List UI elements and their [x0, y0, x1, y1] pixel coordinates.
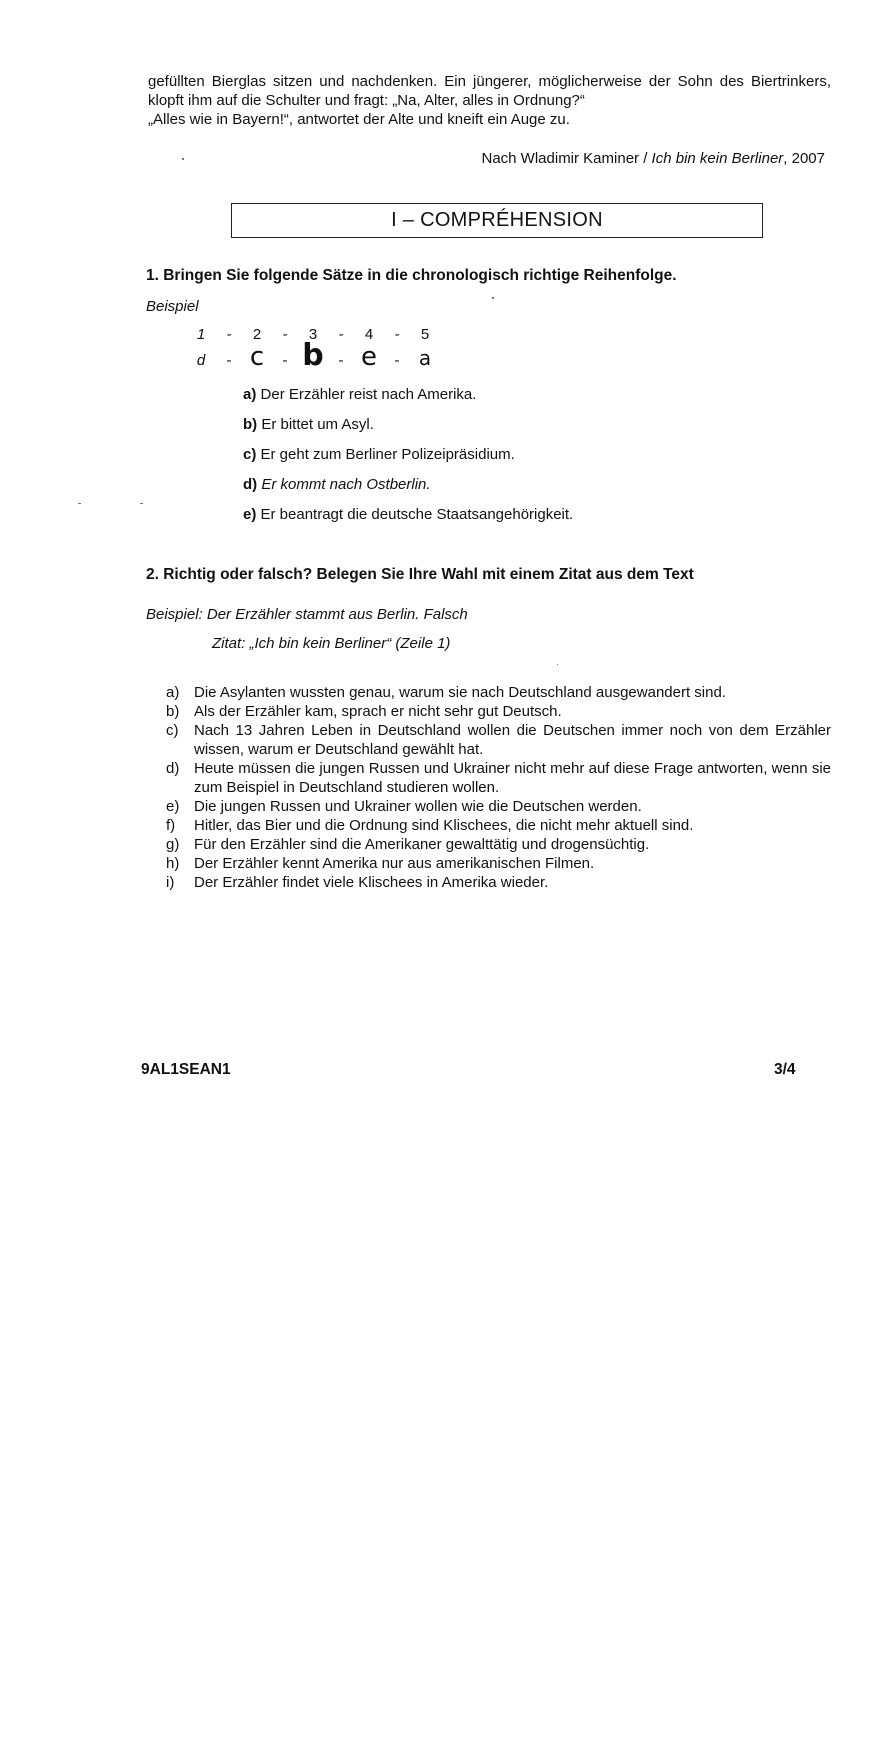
option-item	[243, 385, 573, 415]
scan-speck	[492, 297, 494, 299]
option-text: Er bittet um Asyl.	[261, 416, 374, 433]
option-text: Er kommt nach Ostberlin.	[261, 476, 431, 493]
option-label: e)	[243, 506, 257, 523]
option-item	[243, 415, 573, 445]
question-2-title: 2. Richtig oder falsch? Belegen Sie Ihre Wahl mit einem Zitat aus dem Text	[146, 566, 694, 583]
statement-item	[166, 797, 831, 816]
question-2-zitat: Zitat: „Ich bin kein Berliner“ (Zeile 1)	[212, 635, 451, 652]
option-label: d)	[243, 476, 258, 493]
option-item	[243, 445, 573, 475]
sentence-options	[243, 385, 573, 535]
statement-label: f)	[166, 817, 176, 834]
option-item	[243, 475, 573, 505]
statement-item	[166, 759, 831, 797]
answer-example: d	[196, 352, 206, 369]
exam-code: 9AL1SEAN1	[141, 1061, 231, 1078]
source-citation	[482, 149, 826, 168]
option-item	[243, 505, 573, 535]
section-title: I – COMPRÉHENSION	[391, 209, 603, 231]
statement-item	[166, 816, 831, 835]
statement-item	[166, 721, 831, 759]
seq-dash: -	[226, 326, 232, 343]
seq-dash: -	[282, 326, 288, 343]
statement-label: c)	[166, 722, 179, 739]
seq-number: 4	[364, 326, 374, 343]
source-title: Ich bin kein Berliner	[651, 150, 784, 167]
handwritten-answer: e	[361, 342, 377, 372]
page-number: 3/4	[774, 1061, 796, 1078]
source-prefix: Nach Wladimir Kaminer /	[481, 150, 652, 167]
seq-number: 5	[420, 326, 430, 343]
statement-text: Heute müssen die jungen Russen und Ukrainer nicht mehr auf diese Frage antworten, wenn sie zum Beispiel in Deutschland studieren wollen.	[194, 760, 831, 796]
statement-text: Die jungen Russen und Ukrainer wollen wie die Deutschen werden.	[194, 798, 642, 815]
statement-text: Hitler, das Bier und die Ordnung sind Klischees, die nicht mehr aktuell sind.	[194, 817, 694, 834]
seq-dash: -	[394, 326, 400, 343]
scan-speck	[182, 158, 184, 160]
intro-line-2: „Alles wie in Bayern!“, antwortet der Alte und kneift ein Auge zu.	[148, 111, 570, 128]
intro-paragraph	[148, 72, 831, 129]
seq-dash: -	[338, 326, 344, 343]
source-year: , 2007	[783, 150, 825, 167]
statement-text: Der Erzähler kennt Amerika nur aus amerikanischen Filmen.	[194, 855, 595, 872]
statement-label: a)	[166, 684, 180, 701]
seq-dash: -	[282, 352, 288, 369]
statement-label: d)	[166, 760, 180, 777]
option-text: Er geht zum Berliner Polizeipräsidium.	[260, 446, 515, 463]
statement-label: i)	[166, 874, 175, 891]
example-label: Beispiel	[146, 298, 199, 315]
statement-label: b)	[166, 703, 180, 720]
handwritten-answer: a	[418, 346, 432, 370]
scan-speck	[140, 503, 143, 504]
statement-text: Für den Erzähler sind die Amerikaner gewalttätig und drogensüchtig.	[194, 836, 650, 853]
option-label: b)	[243, 416, 258, 433]
statement-label: g)	[166, 836, 180, 853]
seq-number: 2	[252, 326, 262, 343]
statement-item	[166, 854, 831, 873]
question-1-title: 1. Bringen Sie folgende Sätze in die chronologisch richtige Reihenfolge.	[146, 267, 677, 284]
scan-speck	[557, 664, 558, 665]
option-label: a)	[243, 386, 257, 403]
statement-label: h)	[166, 855, 180, 872]
statement-text: Die Asylanten wussten genau, warum sie nach Deutschland ausgewandert sind.	[194, 684, 726, 701]
statement-text: Der Erzähler findet viele Klischees in Amerika wieder.	[194, 874, 549, 891]
statement-item	[166, 873, 831, 892]
seq-number: 1	[196, 326, 206, 343]
handwritten-answer: c	[249, 342, 265, 372]
intro-line-1: gefüllten Bierglas sitzen und nachdenken. Ein jüngerer, möglicherweise der Sohn des Biertrinkers, klopft ihm auf die Schulter und fragt: „Na, Alter, alles in Ordnung?“	[148, 73, 831, 109]
option-label: c)	[243, 446, 257, 463]
option-text: Der Erzähler reist nach Amerika.	[260, 386, 477, 403]
scan-speck	[78, 503, 81, 504]
question-2-example: Beispiel: Der Erzähler stammt aus Berlin. Falsch	[146, 606, 468, 623]
statement-text: Als der Erzähler kam, sprach er nicht sehr gut Deutsch.	[194, 703, 562, 720]
statement-item	[166, 835, 831, 854]
seq-dash: -	[338, 352, 344, 369]
section-banner	[231, 203, 763, 238]
seq-number: 3	[308, 326, 318, 343]
handwritten-answer: b	[302, 338, 324, 373]
seq-dash: -	[394, 352, 400, 369]
seq-dash: -	[226, 352, 232, 369]
sequence-answers	[190, 338, 436, 373]
statement-text: Nach 13 Jahren Leben in Deutschland wollen die Deutschen immer noch von dem Erzähler wissen, warum er Deutschland gewählt hat.	[194, 722, 831, 758]
statement-label: e)	[166, 798, 180, 815]
statement-list	[166, 683, 831, 892]
statement-item	[166, 702, 831, 721]
option-text: Er beantragt die deutsche Staatsangehörigkeit.	[260, 506, 574, 523]
statement-item	[166, 683, 831, 702]
